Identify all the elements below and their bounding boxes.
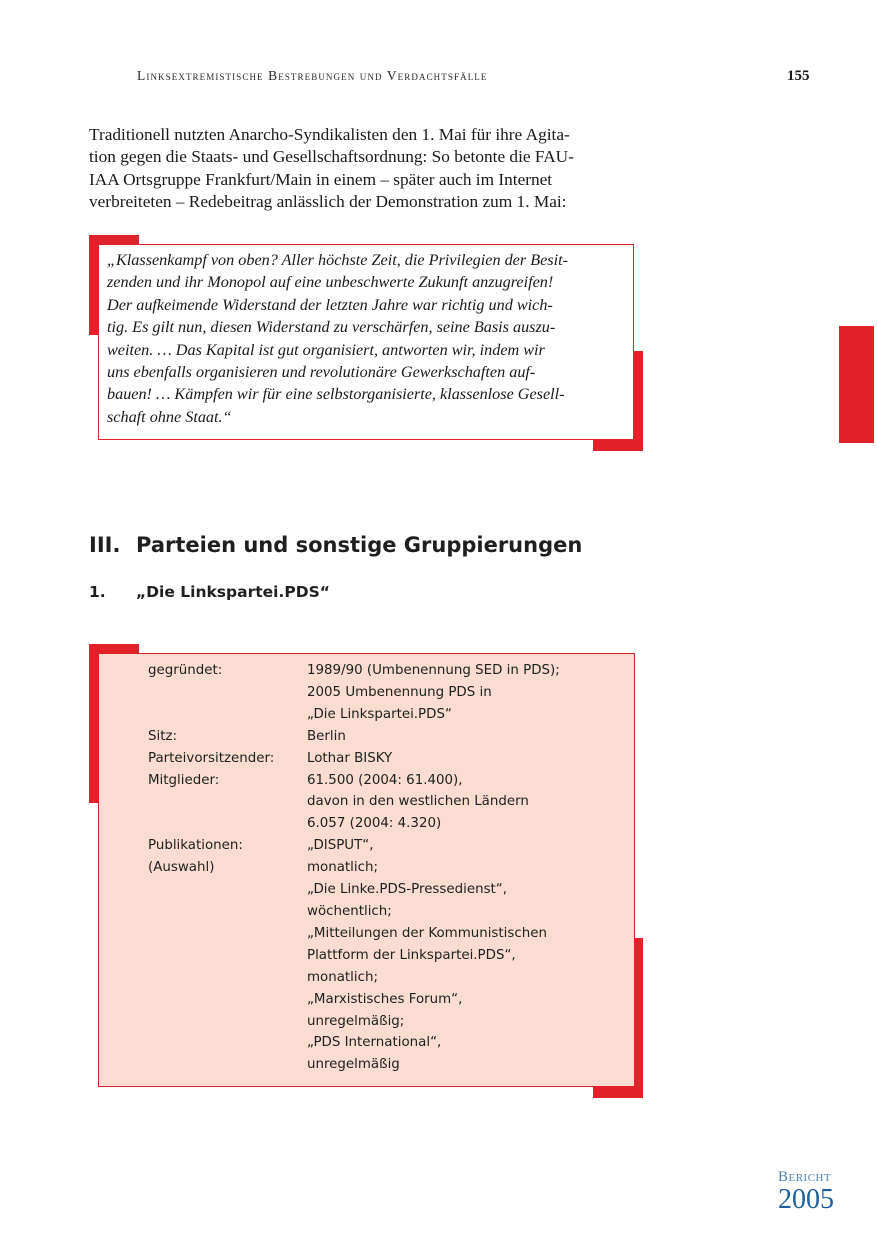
subsection-number: 1. — [89, 583, 106, 601]
margin-marker — [839, 326, 874, 443]
info-value: Berlin — [307, 728, 346, 744]
info-row-seat — [148, 726, 618, 748]
quote-line: weiten. … Das Kapital ist gut organisiert, antworten wir, indem wir — [107, 340, 545, 359]
info-value: „DISPUT“, monatlich; „Die Linke.PDS-Pressedienst“, wöchentlich; „Mitteilungen der Kommunistischen Plattform der Linkspartei.PDS“, monatlich; „Marxistisches Forum“, unregelmäßig; „PDS International“, unregelmäßig — [307, 838, 547, 1073]
quote-line: zenden und ihr Monopol auf eine unbeschwerte Zukunft anzugreifen! — [107, 273, 554, 292]
quote-line: tig. Es gilt nun, diesen Widerstand zu verschärfen, seine Basis auszu- — [107, 318, 556, 337]
info-label: Sitz: — [148, 728, 178, 744]
quote-text — [107, 249, 632, 428]
page-number: 155 — [787, 68, 810, 84]
report-logo — [778, 1168, 848, 1214]
section-number: III. — [89, 533, 121, 557]
info-label: gegründet: — [148, 663, 223, 678]
intro-line: Traditionell nutzten Anarcho-Syndikalisten den 1. Mai für ihre Agita- — [89, 125, 570, 144]
logo-word: Bericht — [778, 1169, 832, 1185]
quote-line: schaft ohne Staat.“ — [107, 407, 232, 426]
intro-line: verbreiteten – Redebeitrag anlässlich der Demonstration zum 1. Mai: — [89, 191, 567, 211]
info-row-members — [148, 770, 618, 836]
quote-line: Der aufkeimende Widerstand der letzten Jahre war richtig und wich- — [107, 295, 553, 314]
party-info-table — [148, 660, 618, 1076]
subsection-title-text: „Die Linkspartei.PDS“ — [136, 583, 330, 601]
info-row-publications — [148, 835, 618, 1076]
section-title — [89, 533, 582, 557]
intro-line: IAA Ortsgruppe Frankfurt/Main in einem – später auch im Internet — [89, 169, 553, 189]
info-row-founded — [148, 660, 618, 726]
info-value: 61.500 (2004: 61.400), davon in den westlichen Ländern 6.057 (2004: 4.320) — [307, 772, 529, 832]
quote-line: „Klassenkampf von oben? Aller höchste Zeit, die Privilegien der Besit- — [107, 251, 568, 269]
intro-paragraph — [89, 124, 649, 213]
info-value: 1989/90 (Umbenennung SED in PDS); 2005 Umbenennung PDS in „Die Linkspartei.PDS“ — [307, 663, 560, 722]
info-label: Parteivorsitzender: — [148, 750, 275, 766]
section-title-text: Parteien und sonstige Gruppierungen — [136, 533, 583, 557]
quote-line: uns ebenfalls organisieren und revolutionäre Gewerkschaften auf- — [107, 363, 536, 382]
info-label: Mitglieder: — [148, 772, 220, 788]
quote-line: bauen! … Kämpfen wir für eine selbstorganisierte, klassenlose Gesell- — [107, 385, 565, 404]
subsection-title — [89, 583, 330, 601]
intro-line: tion gegen die Staats- und Gesellschaftsordnung: So betonte die FAU- — [89, 147, 574, 167]
logo-year: 2005 — [778, 1184, 834, 1215]
info-value: Lothar BISKY — [307, 750, 393, 766]
info-label: Publikationen: (Auswahl) — [148, 838, 243, 876]
running-header: Linksextremistische Bestrebungen und Verdachtsfälle — [137, 68, 488, 83]
info-row-chair — [148, 748, 618, 770]
